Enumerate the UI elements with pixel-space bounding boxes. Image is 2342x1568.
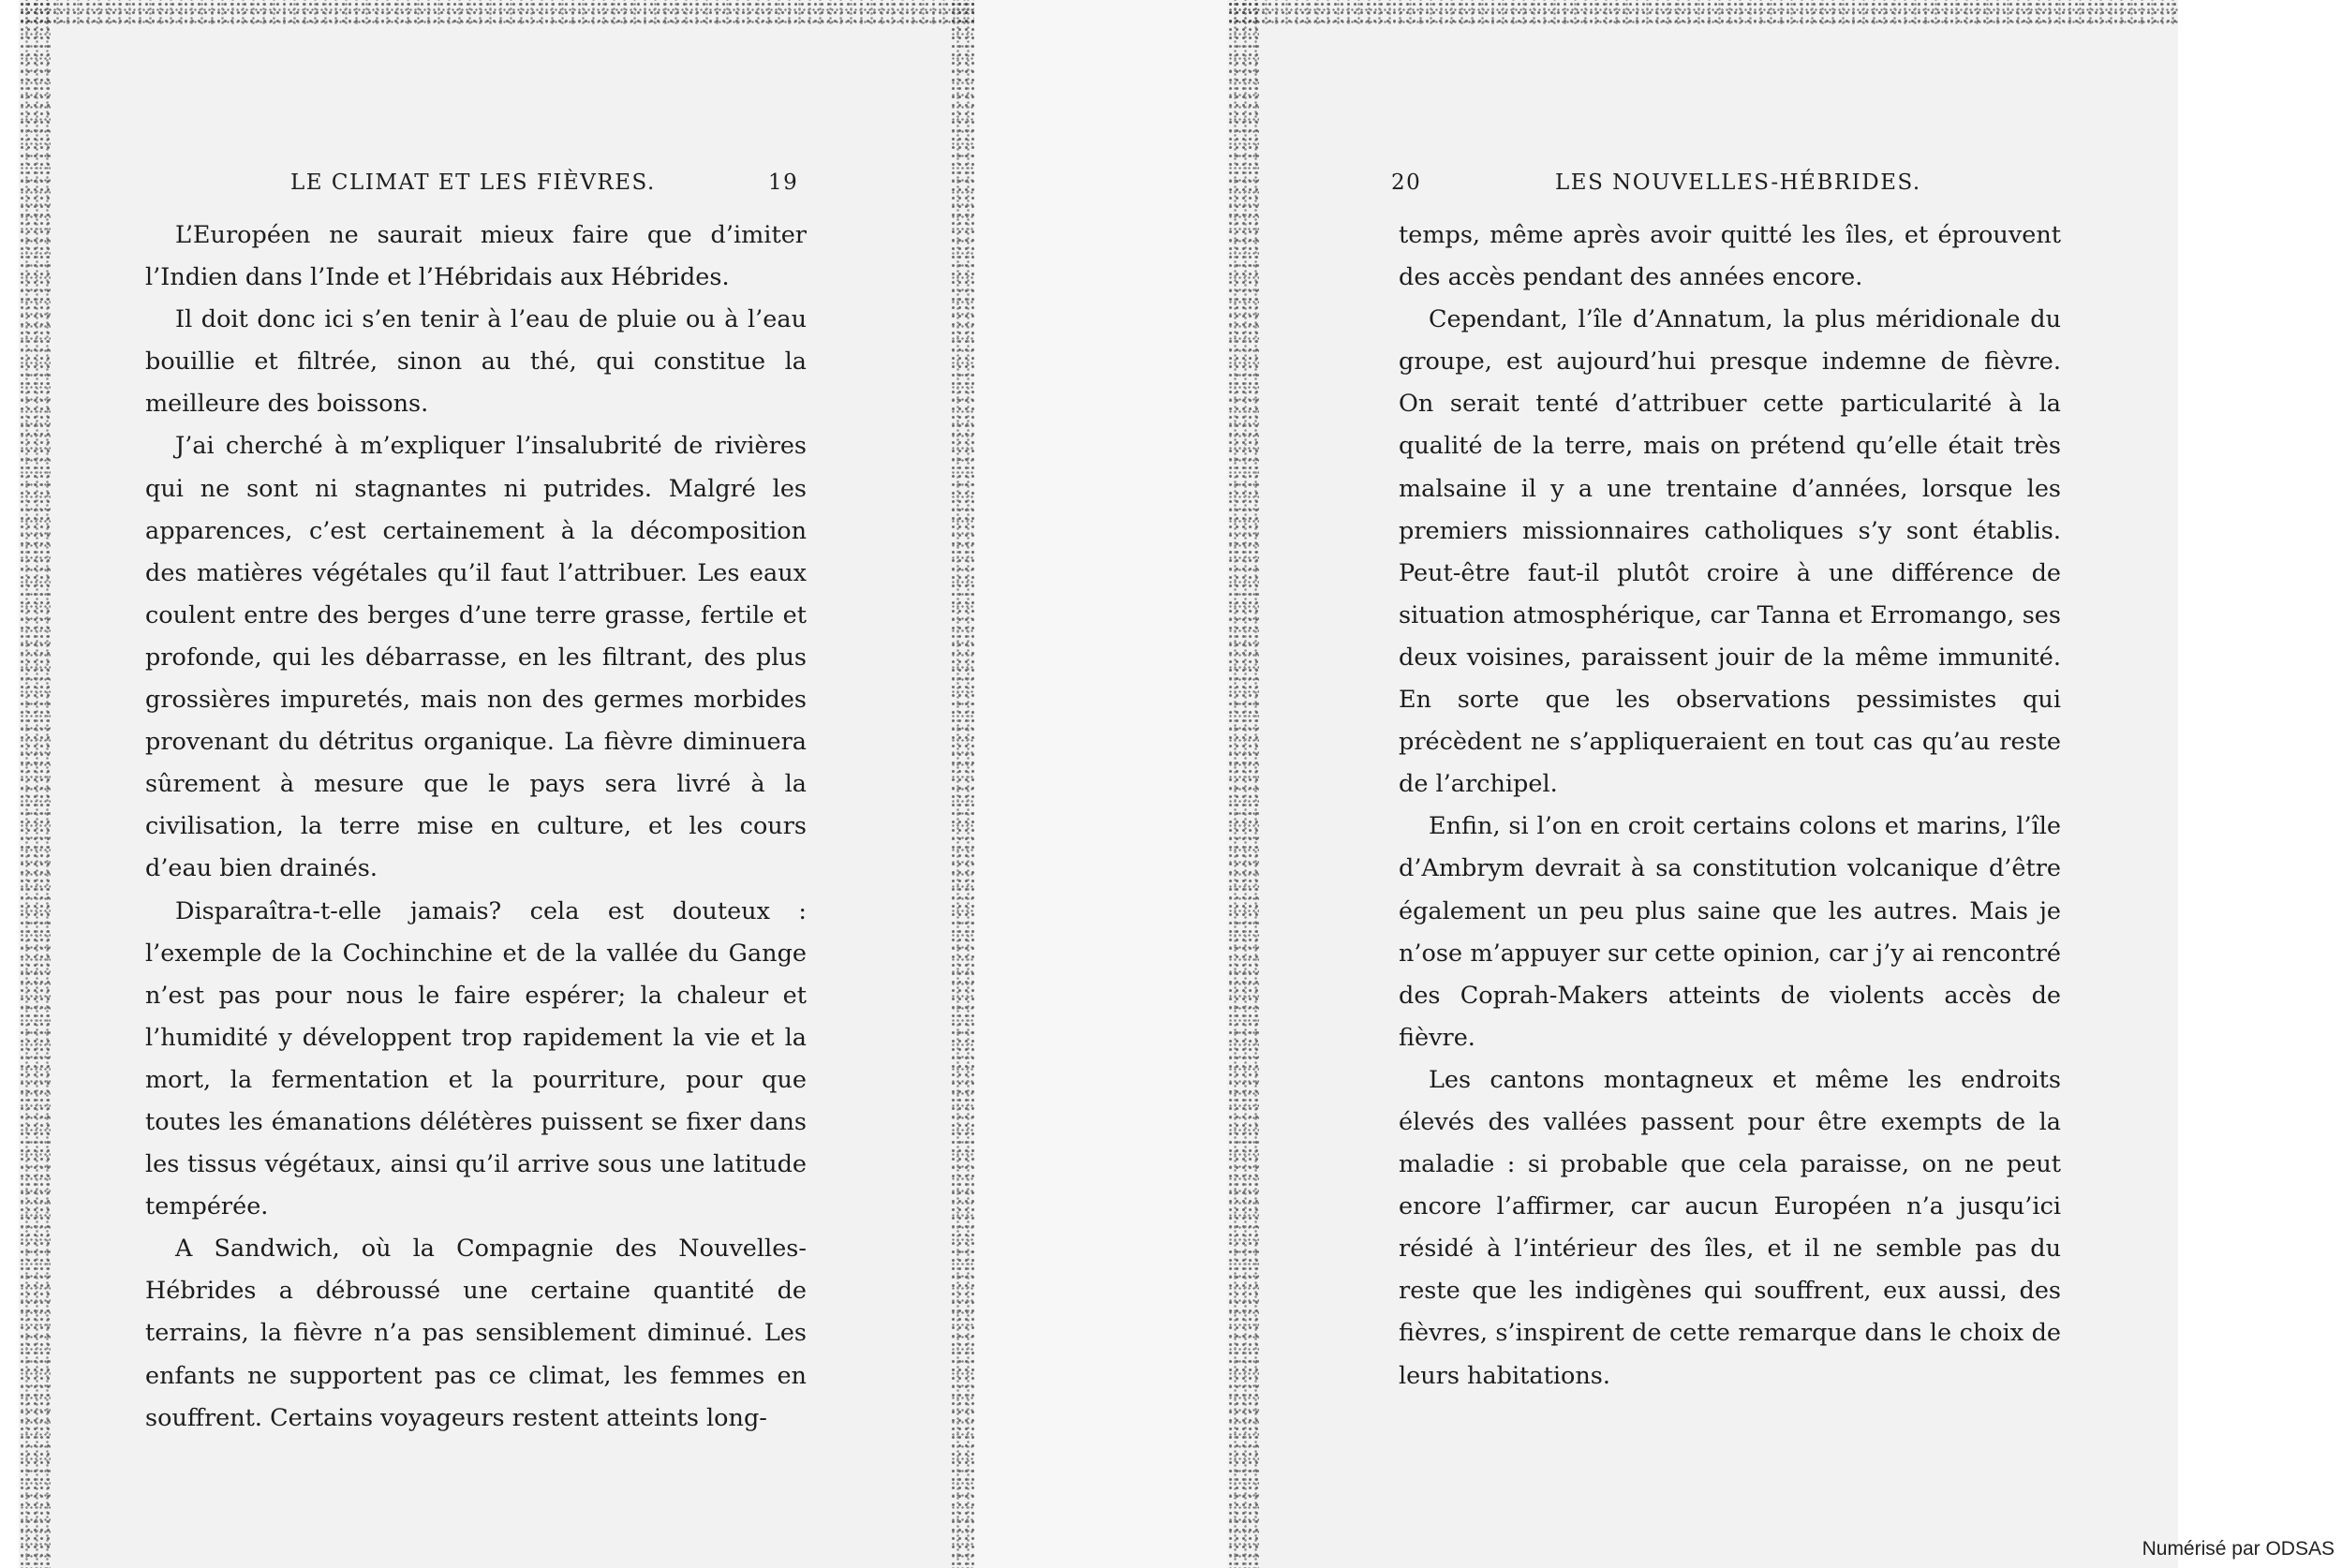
left-page-number: 19 [768, 170, 799, 195]
left-paragraph-4: Disparaîtra-t-elle jamais? cela est douteux : l’exemple de la Cochinchine et de la vallée du Gange n’est pas pour nous le faire espérer; la chaleur et l’humidité y développent trop rapidement la vie et la mort, la fermentation et la pourriture, pour que toutes les émanations délétères puissent se fixer dans les tissus végétaux, ainsi qu’il arrive sous une latitude tempérée. [145, 896, 807, 1221]
right-paragraph-1: Cependant, l’île d’Annatum, la plus méridionale du groupe, est aujourd’hui presque indemne de fièvre. On serait tenté d’attribuer cette particularité à la qualité de la terre, mais on prétend qu’elle était très malsaine il y a une trentaine d’années, lorsque les premiers missionnaires catholiques s’y sont établis. Peut-être faut-il plutôt croire à une différence de situation atmosphérique, car Tanna et Erromango, ses deux voisines, paraissent jouir de la même immunité. En sorte que les observations pessimistes qui précèdent ne s’appliqueraient en tout cas qu’au reste de l’archipel. [1399, 305, 2061, 799]
left-page-body [145, 214, 807, 1440]
right-running-head: LES NOUVELLES-HÉBRIDES. [1555, 170, 1921, 195]
right-paragraph-3: Les cantons montagneux et même les endroits élevés des vallées passent pour être exempts de la maladie : si probable que cela paraisse, on ne peut encore l’affirmer, car aucun Européen n’a jusqu’ici résidé à l’intérieur des îles, et il ne semble pas du reste que les indigènes qui souffrent, eux aussi, des fièvres, s’inspirent de cette remarque dans le choix de leurs habitations. [1399, 1065, 2061, 1390]
left-page-inner-edge [950, 0, 974, 1568]
left-paragraph-2: Il doit donc ici s’en tenir à l’eau de pluie ou à l’eau bouillie et filtrée, sinon au thé, qui constitue la meilleure des boissons. [145, 305, 807, 419]
digitization-credit: Numérisé par ODSAS [2142, 1538, 2335, 1560]
right-paragraph-2: Enfin, si l’on en croit certains colons et marins, l’île d’Ambrym devrait à sa constitution volcanique d’être également un peu plus saine que les autres. Mais je n’ose m’appuyer sur cette opinion, car j’y ai rencontré des Coprah-Makers atteints de violents accès de fièvre. [1399, 812, 2061, 1052]
right-page-body [1399, 214, 2061, 1398]
left-page-outer-edge [19, 0, 51, 1568]
left-paragraph-3: J’ai cherché à m’expliquer l’insalubrité de rivières qui ne sont ni stagnantes ni putrides. Malgré les apparences, c’est certainement à la décomposition des matières végétales qu’il faut l’attribuer. Les eaux coulent entre des berges d’une terre grasse, fertile et profonde, qui les débarrasse, en les filtrant, des plus grossières impuretés, mais non des germes morbides provenant du détritus organique. La fièvre diminuera sûrement à mesure que le pays sera livré à la civilisation, la terre mise en culture, et les cours d’eau bien drainés. [145, 432, 807, 883]
right-page-inner-edge [1227, 0, 1259, 1568]
left-running-head: LE CLIMAT ET LES FIÈVRES. [290, 170, 656, 195]
left-page-top-edge [19, 0, 974, 26]
left-paragraph-1: L’Européen ne saurait mieux faire que d’imiter l’Indien dans l’Inde et l’Hébridais aux Hébrides. [145, 221, 807, 292]
right-page-top-edge [1227, 0, 2178, 26]
book-gutter [974, 0, 1227, 1568]
right-page-number: 20 [1391, 170, 1422, 195]
right-continuation: temps, même après avoir quitté les îles, et éprouvent des accès pendant des années encore. [1399, 221, 2061, 292]
left-paragraph-5: A Sandwich, où la Compagnie des Nouvelles-Hébrides a débroussé une certaine quantité de terrains, la fièvre n’a pas sensiblement diminué. Les enfants ne supportent pas ce climat, les femmes en souffrent. Certains voyageurs restent atteints long- [145, 1235, 807, 1432]
